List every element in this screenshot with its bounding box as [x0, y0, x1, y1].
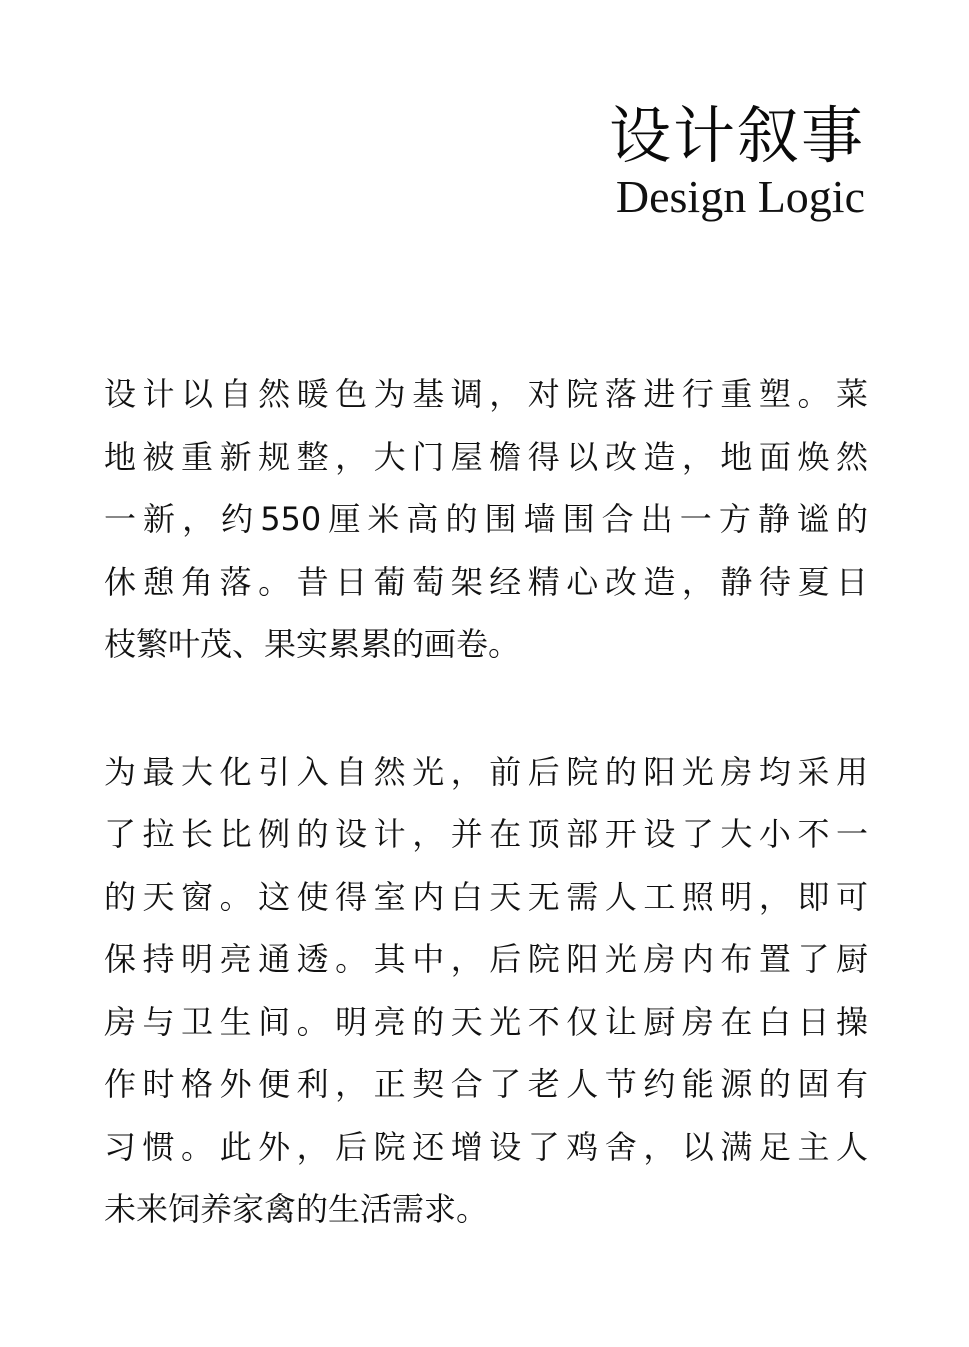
- page-title-chinese: 设计叙事: [608, 99, 865, 172]
- body-content: [104, 363, 868, 1241]
- text-line: 了拉长比例的设计，并在顶部开设了大小不一: [104, 815, 868, 853]
- text-line: 一新，约550厘米高的围墙围合出一方静谧的: [104, 500, 868, 538]
- text-line: 未来饲养家禽的生活需求。: [104, 1190, 489, 1228]
- paragraph-2: [104, 741, 868, 1241]
- text-line: 作时格外便利，正契合了老人节约能源的固有: [104, 1065, 868, 1103]
- text-line: 保持明亮通透。其中，后院阳光房内布置了厨: [104, 940, 868, 978]
- text-line: 休憩角落。昔日葡萄架经精心改造，静待夏日: [104, 562, 868, 601]
- text-line: 房与卫生间。明亮的天光不仅让厨房在白日操: [104, 1002, 868, 1041]
- text-line: 习惯。此外，后院还增设了鸡舍，以满足主人: [104, 1127, 868, 1166]
- paragraph-1: [104, 363, 868, 676]
- text-line: 地被重新规整，大门屋檐得以改造，地面焕然: [104, 437, 868, 476]
- text-line: 为最大化引入自然光，前后院的阳光房均采用: [104, 752, 868, 791]
- text-line: 设计以自然暖色为基调，对院落进行重塑。菜: [104, 375, 868, 413]
- title-block: [609, 98, 865, 222]
- paragraph-spacer: [104, 676, 868, 741]
- text-line: 枝繁叶茂、果实累累的画卷。: [104, 625, 521, 663]
- page-title-english: Design Logic: [615, 171, 865, 222]
- text-line: 的天窗。这使得室内白天无需人工照明，即可: [104, 877, 868, 916]
